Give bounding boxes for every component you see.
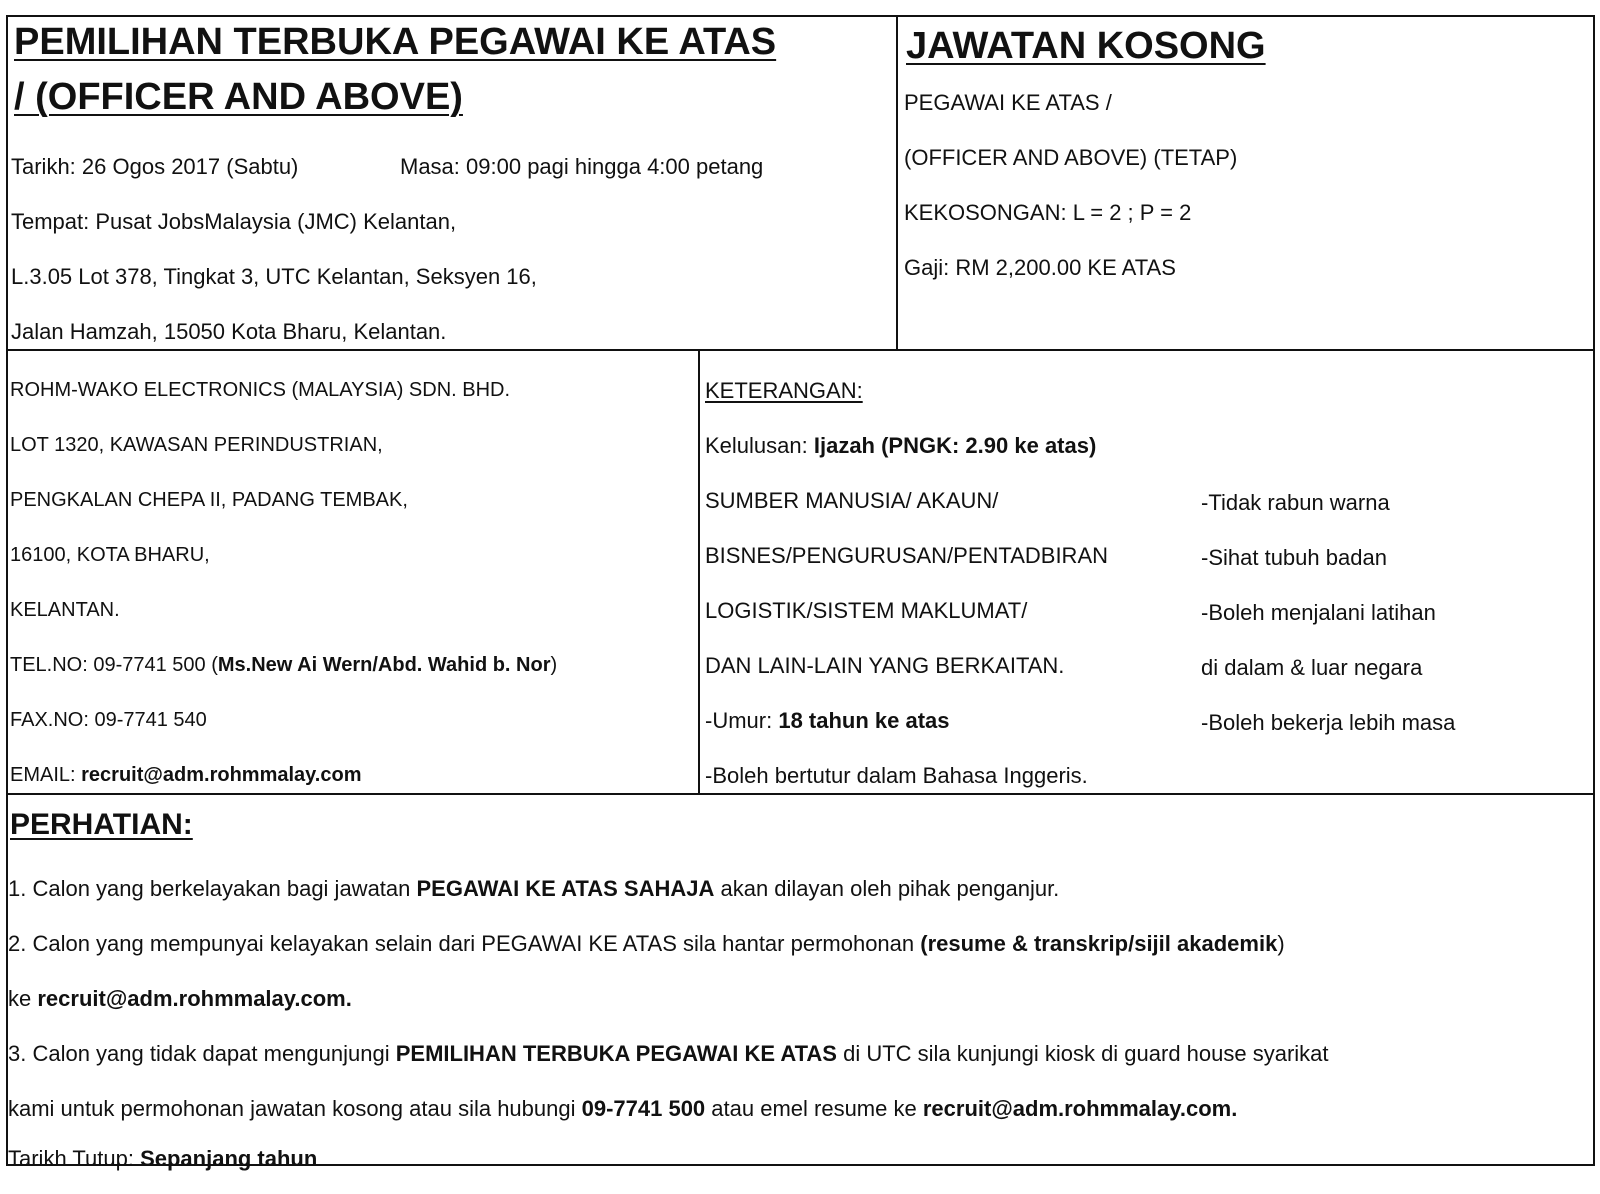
- requirements-condition: -Sihat tubuh badan: [1201, 545, 1387, 570]
- event-date: Tarikh: 26 Ogos 2017 (Sabtu): [11, 154, 299, 179]
- notice-item-2: [8, 931, 1285, 957]
- age-value: 18 tahun ke atas: [778, 708, 950, 733]
- requirements-field: LOGISTIK/SISTEM MAKLUMAT/: [705, 598, 1028, 623]
- company-address-line4: KELANTAN.: [10, 599, 120, 621]
- requirements-language: -Boleh bertutur dalam Bahasa Inggeris.: [705, 763, 1088, 788]
- company-email-label: EMAIL:: [10, 764, 82, 786]
- notice-item-3b-phone: 09-7741 500: [581, 1096, 706, 1121]
- closing-date-value: Sepanjang tahun: [140, 1146, 318, 1171]
- requirements-condition: -Boleh bekerja lebih masa: [1201, 710, 1456, 735]
- event-venue-line2: L.3.05 Lot 378, Tingkat 3, UTC Kelantan, Seksyen 16,: [11, 264, 537, 289]
- company-tel-contacts: Ms.New Ai Wern/Abd. Wahid b. Nor: [217, 654, 551, 676]
- notice-item-1-text: 1. Calon yang berkelayakan bagi jawatan: [8, 876, 417, 901]
- closing-date-label: Tarikh Tutup:: [8, 1146, 141, 1171]
- notice-item-1-bold: PEGAWAI KE ATAS SAHAJA: [416, 876, 715, 901]
- requirements-condition: -Boleh menjalani latihan: [1201, 600, 1436, 625]
- event-venue-line3: Jalan Hamzah, 15050 Kota Bharu, Kelantan.: [11, 319, 447, 344]
- requirements-field: BISNES/PENGURUSAN/PENTADBIRAN: [705, 543, 1109, 568]
- notice-item-3-tail: di UTC sila kunjungi kiosk di guard house syarikat: [836, 1041, 1329, 1066]
- notice-item-3b-email[interactable]: recruit@adm.rohmmalay.com.: [922, 1096, 1238, 1121]
- requirements-qualification: [705, 433, 1096, 459]
- company-tel: [10, 653, 557, 677]
- notice-item-2-bold: (resume & transkrip/sijil akademik: [920, 931, 1278, 956]
- notice-item-1-tail: akan dilayan oleh pihak penganjur.: [714, 876, 1060, 901]
- event-section: [6, 15, 898, 351]
- qualification-value: Ijazah (PNGK: 2.90 ke atas): [813, 433, 1097, 458]
- qualification-label: Kelulusan:: [705, 433, 814, 458]
- company-fax: FAX.NO: 09-7741 540: [10, 709, 207, 731]
- notice-item-2-text: 2. Calon yang mempunyai kelayakan selain dari PEGAWAI KE ATAS sila hantar permohonan: [8, 931, 921, 956]
- requirements-age: [705, 708, 950, 734]
- company-tel-close: ): [550, 654, 558, 676]
- requirements-condition: -Tidak rabun warna: [1201, 490, 1390, 515]
- company-address-line3: 16100, KOTA BHARU,: [10, 544, 210, 566]
- company-address-line1: LOT 1320, KAWASAN PERINDUSTRIAN,: [10, 434, 383, 456]
- notice-item-3b-text: kami untuk permohonan jawatan kosong atau sila hubungi: [8, 1096, 582, 1121]
- notice-item-2-close: ): [1277, 931, 1285, 956]
- closing-date: [8, 1146, 317, 1172]
- company-name: ROHM-WAKO ELECTRONICS (MALAYSIA) SDN. BHD.: [10, 379, 511, 401]
- vacancy-salary: Gaji: RM 2,200.00 KE ATAS: [904, 255, 1176, 280]
- vacancy-openings: KEKOSONGAN: L = 2 ; P = 2: [904, 200, 1192, 225]
- vacancy-position-line2: (OFFICER AND ABOVE) (TETAP): [904, 145, 1238, 170]
- company-email-address[interactable]: recruit@adm.rohmmalay.com: [81, 764, 362, 786]
- requirements-heading: KETERANGAN:: [705, 378, 863, 403]
- company-email: [10, 763, 361, 787]
- requirements-field: DAN LAIN-LAIN YANG BERKAITAN.: [705, 653, 1065, 678]
- notice-item-2b: [8, 986, 352, 1012]
- notice-item-3-bold: PEMILIHAN TERBUKA PEGAWAI KE ATAS: [395, 1041, 837, 1066]
- notice-item-2b-text: ke: [8, 986, 38, 1011]
- notice-item-3b-mid: atau emel resume ke: [705, 1096, 923, 1121]
- company-tel-label: TEL.NO: 09-7741 500 (: [10, 654, 218, 676]
- vacancy-position-line1: PEGAWAI KE ATAS /: [904, 90, 1112, 115]
- event-title-line1: PEMILIHAN TERBUKA PEGAWAI KE ATAS: [14, 21, 777, 63]
- event-time: Masa: 09:00 pagi hingga 4:00 petang: [400, 154, 764, 179]
- notice-item-3b: [8, 1096, 1237, 1122]
- event-title-line2: / (OFFICER AND ABOVE): [14, 76, 463, 118]
- vacancy-title: JAWATAN KOSONG: [906, 25, 1266, 67]
- requirements-condition: di dalam & luar negara: [1201, 655, 1423, 680]
- company-address-line2: PENGKALAN CHEPA II, PADANG TEMBAK,: [10, 489, 408, 511]
- event-venue-line1: Tempat: Pusat JobsMalaysia (JMC) Kelantan,: [11, 209, 457, 234]
- notice-heading: PERHATIAN:: [10, 808, 193, 841]
- notice-item-3-text: 3. Calon yang tidak dapat mengunjungi: [8, 1041, 396, 1066]
- age-label: -Umur:: [705, 708, 779, 733]
- notice-item-2b-email[interactable]: recruit@adm.rohmmalay.com.: [37, 986, 352, 1011]
- requirements-field: SUMBER MANUSIA/ AKAUN/: [705, 488, 999, 513]
- notice-item-3: [8, 1041, 1329, 1067]
- notice-item-1: [8, 876, 1059, 902]
